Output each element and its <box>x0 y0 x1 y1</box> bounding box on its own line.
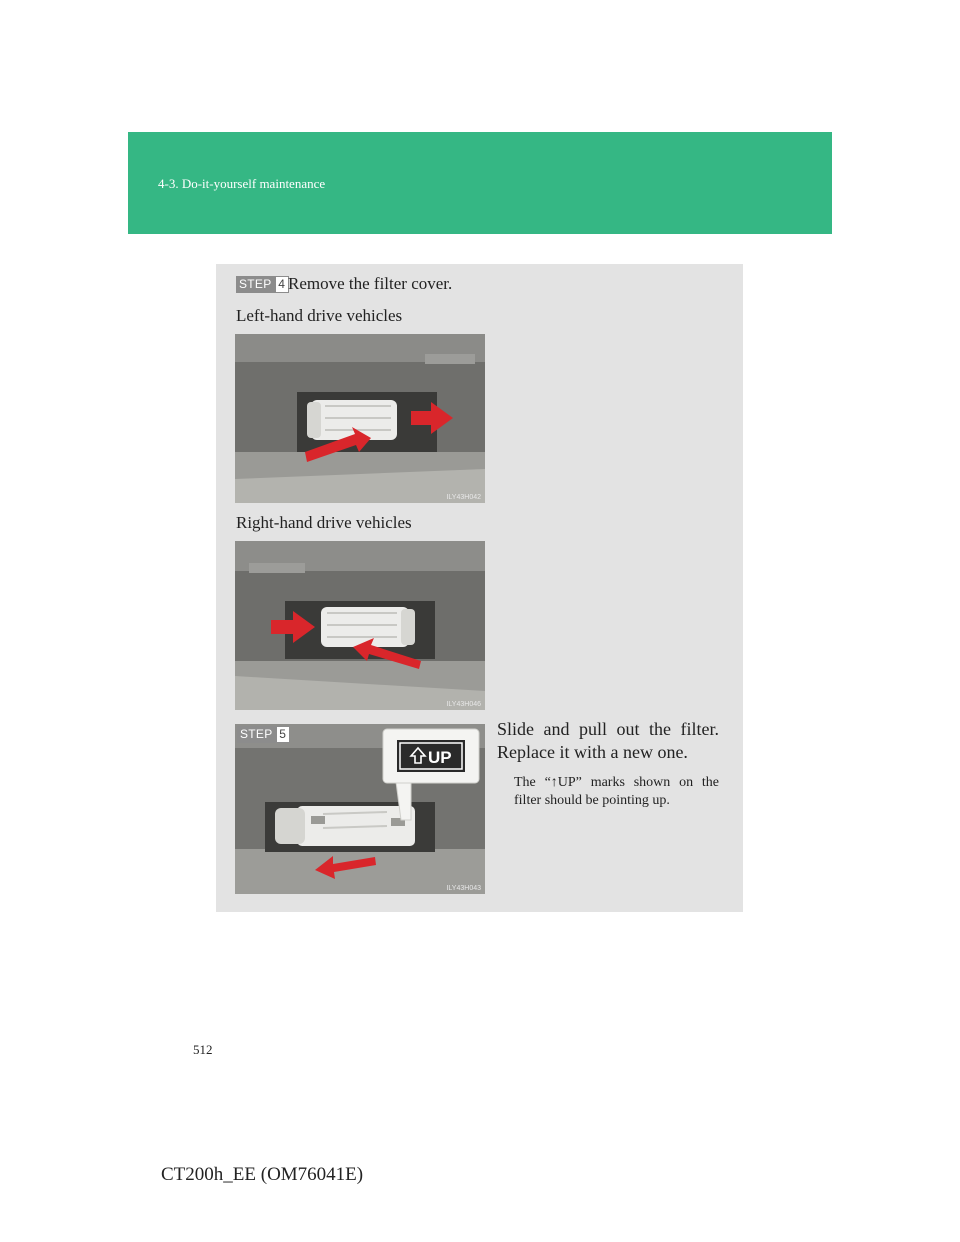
step-5-instruction <box>497 718 719 764</box>
step-number: 4 <box>275 276 289 293</box>
step-word: STEP <box>237 726 276 743</box>
rhd-image-code: ILY43H046 <box>446 701 481 708</box>
lhd-image-code: ILY43H042 <box>446 494 481 501</box>
lhd-filter-photo <box>235 334 485 503</box>
step-5-line-1: Slide and pull out the filter. <box>497 719 719 739</box>
step-5-image-code: ILY43H043 <box>446 885 481 892</box>
page-number: 512 <box>193 1042 213 1057</box>
section-title: 4-3. Do-it-yourself maintenance <box>158 176 326 191</box>
up-mark-note: The “↑UP” marks shown on the filter should be pointing up. <box>514 775 719 808</box>
step-word: STEP <box>236 276 275 293</box>
rhd-filter-photo <box>235 541 485 710</box>
lhd-label: Left-hand drive vehicles <box>236 306 403 325</box>
rhd-label: Right-hand drive vehicles <box>236 513 412 532</box>
step-5-badge <box>237 726 290 743</box>
step-number: 5 <box>276 726 290 743</box>
step-4-badge <box>236 276 289 293</box>
step-5-filter-photo <box>235 724 485 894</box>
header-band <box>128 132 832 234</box>
content-box <box>216 264 743 912</box>
step-5-line-2: Replace it with a new one. <box>497 742 688 762</box>
footer-code: CT200h_EE (OM76041E) <box>161 1164 364 1185</box>
up-callout-text: UP <box>428 748 452 767</box>
step-4-instruction: Remove the filter cover. <box>288 274 453 293</box>
